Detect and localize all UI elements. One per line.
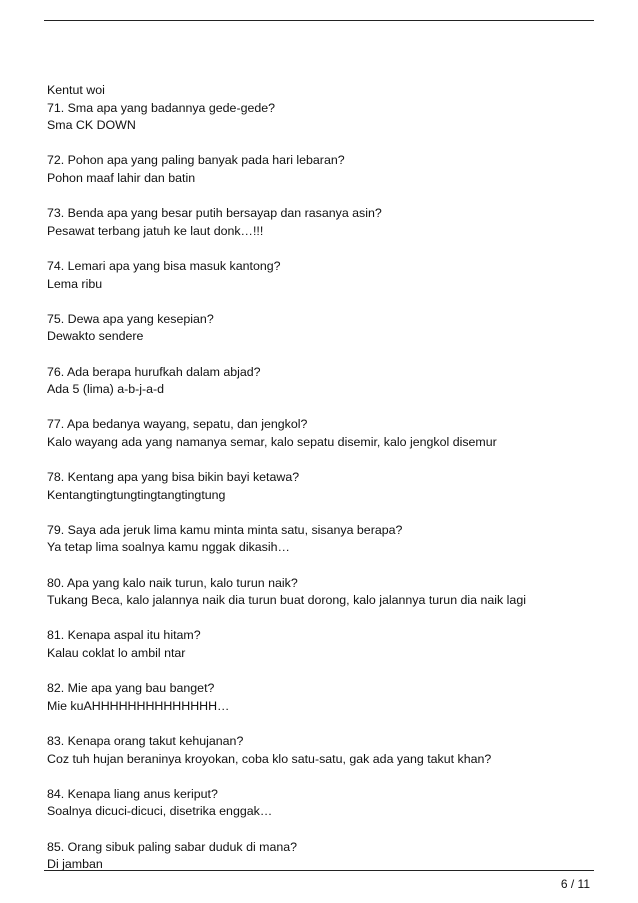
answer-text: Pesawat terbang jatuh ke laut donk…!!!	[47, 223, 264, 238]
qa-item	[47, 786, 592, 821]
answer-text: Ya tetap lima soalnya kamu nggak dikasih…	[47, 540, 290, 555]
answer-text: Tukang Beca, kalo jalannya naik dia turun buat dorong, kalo jalannya turun dia naik lagi	[47, 593, 526, 608]
qa-item	[47, 416, 592, 451]
answer-text: Soalnya dicuci-dicuci, disetrika enggak…	[47, 804, 273, 819]
qa-item	[47, 311, 592, 346]
qa-item	[47, 575, 592, 610]
question-text: 79. Saya ada jeruk lima kamu minta minta satu, sisanya berapa?	[47, 522, 403, 537]
answer-text: Ada 5 (lima) a-b-j-a-d	[47, 382, 165, 397]
question-text: 72. Pohon apa yang paling banyak pada hari lebaran?	[47, 153, 345, 168]
question-text: 74. Lemari apa yang bisa masuk kantong?	[47, 258, 281, 273]
page-number: 6 / 11	[560, 877, 590, 891]
answer-text: Di jamban	[47, 857, 103, 872]
intro-line: Kentut woi	[47, 83, 105, 97]
question-text: 78. Kentang apa yang bisa bikin bayi ketawa?	[47, 470, 300, 485]
qa-item	[47, 839, 592, 874]
question-text: 82. Mie apa yang bau banget?	[47, 681, 215, 696]
question-text: 81. Kenapa aspal itu hitam?	[47, 628, 201, 643]
qa-item	[47, 258, 592, 293]
question-text: 73. Benda apa yang besar putih bersayap dan rasanya asin?	[47, 206, 382, 221]
qa-item	[47, 522, 592, 557]
question-text: 75. Dewa apa yang kesepian?	[47, 311, 214, 326]
footer-rule	[44, 870, 594, 871]
answer-text: Coz tuh hujan beraninya kroyokan, coba klo satu-satu, gak ada yang takut khan?	[47, 751, 492, 766]
question-text: 80. Apa yang kalo naik turun, kalo turun naik?	[47, 575, 298, 590]
qa-item	[47, 100, 592, 135]
question-text: 85. Orang sibuk paling sabar duduk di mana?	[47, 839, 298, 854]
qa-item	[47, 733, 592, 768]
question-text: 76. Ada berapa hurufkah dalam abjad?	[47, 364, 261, 379]
header-rule	[44, 20, 594, 21]
qa-item	[47, 469, 592, 504]
qa-item	[47, 205, 592, 240]
answer-text: Lema ribu	[47, 276, 103, 291]
qa-item	[47, 152, 592, 187]
answer-text: Kentangtingtungtingtangtingtung	[47, 487, 226, 502]
answer-text: Kalo wayang ada yang namanya semar, kalo sepatu disemir, kalo jengkol disemur	[47, 434, 497, 449]
answer-text: Mie kuAHHHHHHHHHHHHHH…	[47, 698, 230, 713]
answer-text: Kalau coklat lo ambil ntar	[47, 646, 186, 660]
page-content	[47, 82, 592, 891]
question-text: 71. Sma apa yang badannya gede-gede?	[47, 100, 276, 115]
qa-item	[47, 627, 592, 662]
qa-item	[47, 680, 592, 715]
answer-text: Pohon maaf lahir dan batin	[47, 170, 196, 185]
question-text: 77. Apa bedanya wayang, sepatu, dan jengkol?	[47, 417, 308, 432]
question-text: 84. Kenapa liang anus keriput?	[47, 786, 218, 801]
answer-text: Dewakto sendere	[47, 329, 144, 344]
answer-text: Sma CK DOWN	[47, 118, 136, 133]
question-text: 83. Kenapa orang takut kehujanan?	[47, 733, 244, 748]
qa-item	[47, 364, 592, 399]
qa-list	[47, 100, 592, 874]
